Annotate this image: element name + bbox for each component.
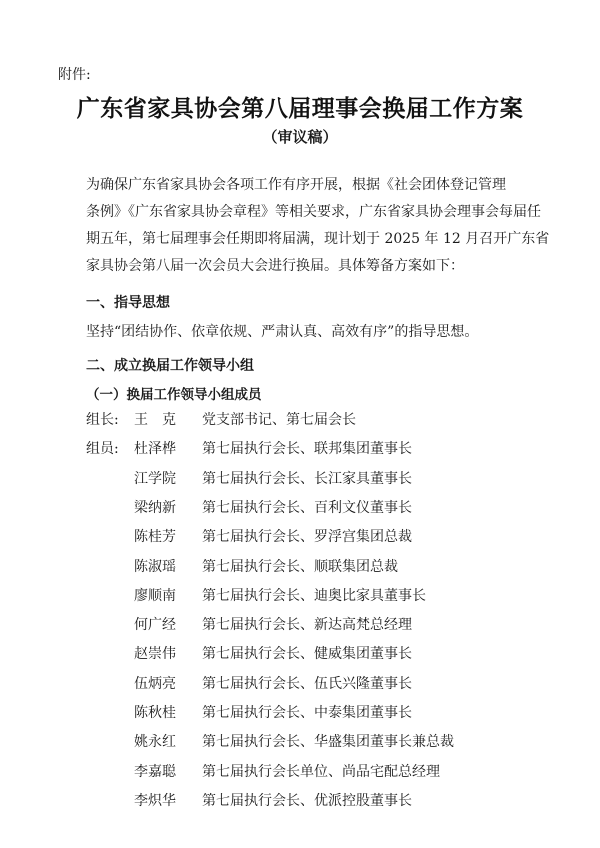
section2-subheading: （一）换届工作领导小组成员: [86, 387, 262, 403]
member-name: 李炽华: [134, 792, 176, 809]
intro-line: 为确保广东省家具协会各项工作有序开展，根据《社会团体登记管理: [86, 177, 506, 193]
member-name: 李嘉聪: [134, 763, 176, 780]
member-title: 第七届执行会长、中泰集团董事长: [202, 705, 412, 721]
member-title: 第七届执行会长、华盛集团董事长兼总裁: [202, 734, 454, 751]
document-subtitle: （审议稿）: [262, 128, 338, 146]
intro-line: 期五年，第七届理事会任期即将届满，现计划于 2025 年 12 月召开广东省: [86, 231, 550, 247]
document-title: 广东省家具协会第八届理事会换届工作方案: [76, 96, 524, 122]
member-title: 第七届执行会长、健威集团董事长: [202, 646, 412, 663]
member-title: 党支部书记、第七届会长: [202, 412, 356, 428]
member-name: 王 克: [134, 412, 176, 428]
member-title: 第七届执行会长、百利文仪董事长: [202, 499, 412, 516]
member-name: 陈淑瑶: [134, 558, 176, 575]
member-title: 第七届执行会长、长江家具董事长: [202, 470, 412, 487]
member-title: 第七届执行会长、伍氏兴隆董事长: [202, 675, 412, 692]
member-name: 梁纳新: [134, 499, 176, 516]
member-role: 组员:: [86, 441, 119, 458]
section1-heading: 一、指导思想: [86, 295, 170, 311]
member-name: 杜泽桦: [134, 441, 176, 458]
attachment-label: 附件:: [58, 67, 91, 83]
member-name: 陈桂芳: [134, 529, 176, 546]
member-title: 第七届执行会长、顺联集团总裁: [202, 558, 398, 575]
member-title: 第七届执行会长、罗浮宫集团总裁: [202, 529, 412, 546]
member-title: 第七届执行会长、优派控股董事长: [202, 792, 412, 809]
member-title: 第七届执行会长、迪奥比家具董事长: [202, 587, 426, 604]
intro-paragraph: [86, 172, 561, 280]
member-name: 江学院: [134, 470, 176, 487]
intro-line: 条例》《广东省家具协会章程》等相关要求，广东省家具协会理事会每届任: [86, 204, 541, 220]
member-name: 赵崇伟: [134, 646, 176, 663]
member-name: 廖顺南: [134, 587, 176, 604]
member-title: 第七届执行会长单位、尚品宅配总经理: [202, 763, 440, 780]
member-title: 第七届执行会长、联邦集团董事长: [202, 441, 412, 458]
section1-text: 坚持“团结协作、依章依规、严肃认真、高效有序”的指导思想。: [86, 324, 479, 340]
intro-line: 家具协会第八届一次会员大会进行换届。具体筹备方案如下：: [86, 258, 464, 274]
section2-heading: 二、成立换届工作领导小组: [86, 358, 254, 374]
member-name: 陈秋桂: [134, 705, 176, 721]
member-name: 姚永红: [134, 734, 176, 751]
member-name: 伍炳亮: [134, 675, 176, 692]
member-name: 何广经: [134, 617, 176, 634]
member-title: 第七届执行会长、新达高梵总经理: [202, 617, 412, 634]
member-role: 组长:: [86, 412, 119, 428]
